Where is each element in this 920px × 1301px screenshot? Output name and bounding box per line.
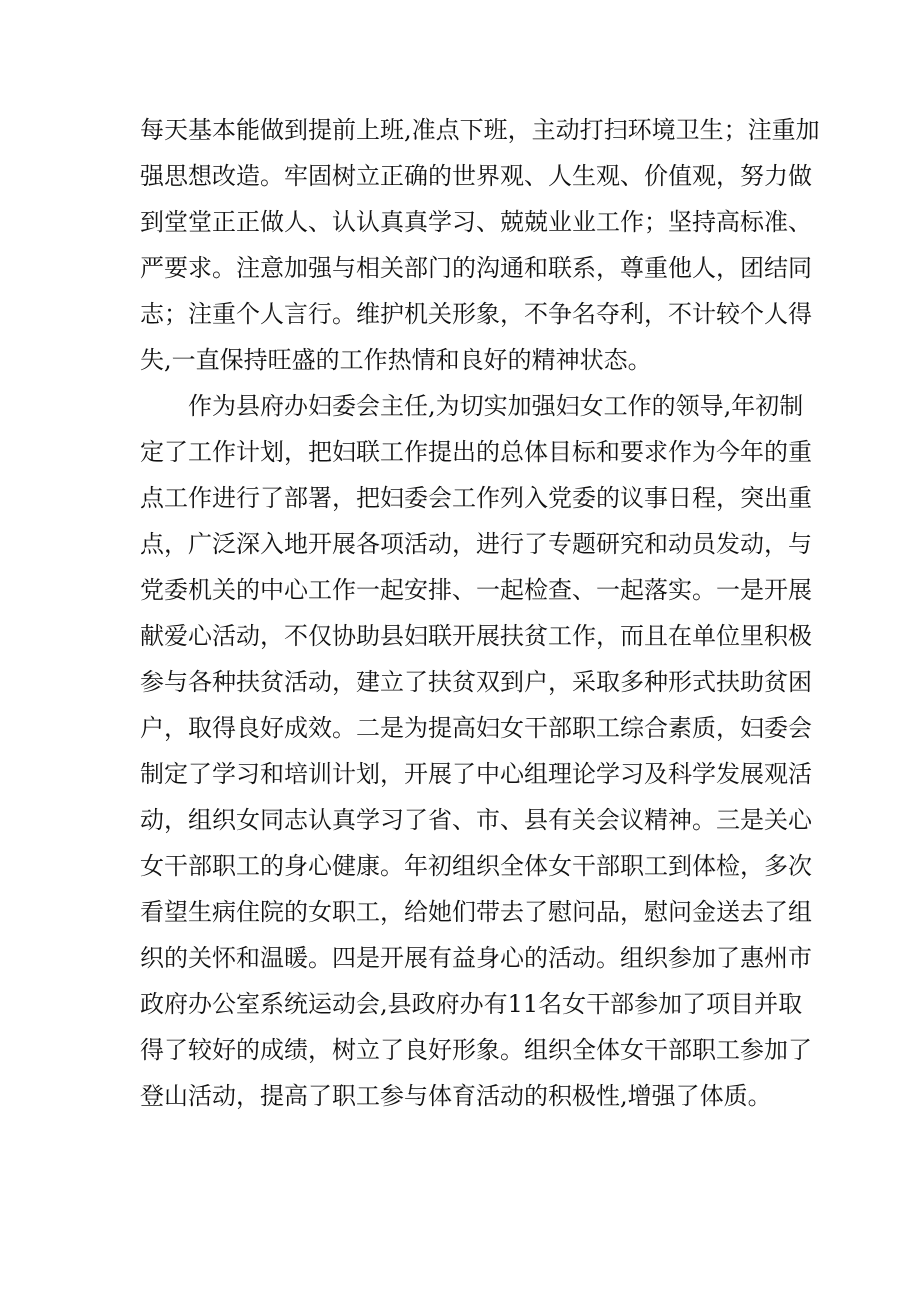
paragraph-1-line-6: 失,一直保持旺盛的工作热情和良好的精神状态。: [140, 346, 652, 374]
paragraph-2-line-11: 女干部职工的身心健康。年初组织全体女干部职工到体检，多次: [140, 852, 812, 880]
paragraph-1-line-4: 严要求。注意加强与相关部门的沟通和联系，尊重他人，团结同: [140, 254, 812, 282]
paragraph-2-line-16: 登山活动，提高了职工参与体育活动的积极性,增强了体质。: [140, 1082, 772, 1110]
paragraph-2-line-2: 定了工作计划，把妇联工作提出的总体目标和要求作为今年的重: [140, 438, 812, 466]
paragraph-2-line-1: 作为县府办妇委会主任,为切实加强妇女工作的领导,年初制: [188, 392, 804, 420]
paragraph-2-line-12: 看望生病住院的女职工，给她们带去了慰问品，慰问金送去了组: [140, 898, 812, 926]
paragraph-2-line-15: 得了较好的成绩，树立了良好形象。组织全体女干部职工参加了: [140, 1036, 812, 1064]
paragraph-2-line-5: 党委机关的中心工作一起安排、一起检查、一起落实。一是开展: [140, 576, 812, 604]
paragraph-2-line-4: 点，广泛深入地开展各项活动，进行了专题研究和动员发动，与: [140, 530, 812, 558]
paragraph-2-line-8: 户，取得良好成效。二是为提高妇女干部职工综合素质，妇委会: [140, 714, 812, 742]
paragraph-2-line-10: 动，组织女同志认真学习了省、市、县有关会议精神。三是关心: [140, 806, 812, 834]
paragraph-1-line-2: 强思想改造。牢固树立正确的世界观、人生观、价值观，努力做: [140, 162, 812, 190]
paragraph-2-line-9: 制定了学习和培训计划，开展了中心组理论学习及科学发展观活: [140, 760, 812, 788]
paragraph-2-line-14: 政府办公室系统运动会,县政府办有11名女干部参加了项目并取: [140, 990, 803, 1018]
paragraph-1-line-1: 每天基本能做到提前上班,准点下班，主动打扫环境卫生；注重加: [140, 116, 820, 144]
paragraph-2-line-3: 点工作进行了部署，把妇委会工作列入党委的议事日程，突出重: [140, 484, 812, 512]
paragraph-1-line-5: 志；注重个人言行。维护机关形象，不争名夺利，不计较个人得: [140, 300, 812, 328]
paragraph-2-line-6: 献爱心活动，不仅协助县妇联开展扶贫工作，而且在单位里积极: [140, 622, 812, 650]
paragraph-2-line-7: 参与各种扶贫活动，建立了扶贫双到户，采取多种形式扶助贫困: [140, 668, 812, 696]
paragraph-2-line-13: 织的关怀和温暖。四是开展有益身心的活动。组织参加了惠州市: [140, 944, 812, 972]
paragraph-1-line-3: 到堂堂正正做人、认认真真学习、兢兢业业工作；坚持高标准、: [140, 208, 812, 236]
